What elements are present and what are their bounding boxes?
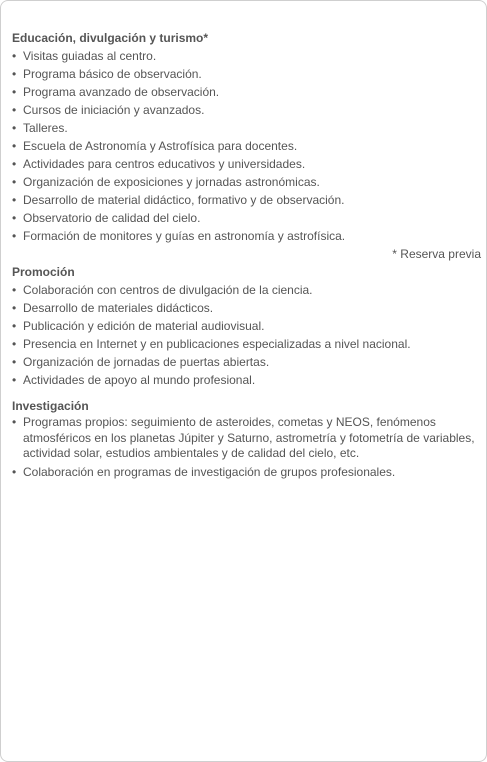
- list-item: • Colaboración con centros de divulgación de la ciencia.: [12, 283, 313, 297]
- bullet-icon: •: [12, 301, 17, 315]
- bullet-icon: •: [12, 193, 17, 207]
- section-heading: Educación, divulgación y turismo*: [12, 31, 209, 45]
- bullet-icon: •: [12, 103, 17, 117]
- research-list: [12, 415, 475, 480]
- bullet-icon: •: [12, 415, 17, 429]
- section-heading: Promoción: [12, 265, 75, 279]
- reservation-note: * Reserva previa: [392, 247, 481, 261]
- bullet-icon: •: [12, 175, 17, 189]
- list-item: • Talleres.: [12, 121, 68, 135]
- list-item: • Programas propios: seguimiento de asteroides, cometas y NEOS, fenómenos atmosféricos en los planetas Júpiter y Saturno, astrometría y fotometría de variables, actividad solar, estudios ambientales y de calidad del cielo, etc.: [12, 415, 475, 460]
- bullet-icon: •: [12, 85, 17, 99]
- list-item: • Formación de monitores y guías en astronomía y astrofísica.: [12, 229, 346, 243]
- bullet-icon: •: [12, 139, 17, 153]
- list-item: • Presencia en Internet y en publicaciones especializadas a nivel nacional.: [12, 337, 411, 351]
- section-promotion: [12, 263, 475, 389]
- section-spacer: [12, 389, 475, 397]
- list-item: • Actividades de apoyo al mundo profesional.: [12, 373, 256, 387]
- list-item: • Organización de exposiciones y jornadas astronómicas.: [12, 175, 320, 189]
- bullet-icon: •: [12, 211, 17, 225]
- bullet-icon: •: [12, 49, 17, 63]
- bullet-icon: •: [12, 355, 17, 369]
- list-item: • Programa avanzado de observación.: [12, 85, 220, 99]
- bullet-icon: •: [12, 464, 17, 479]
- bullet-icon: •: [12, 319, 17, 333]
- list-item: • Programa básico de observación.: [12, 67, 202, 81]
- bullet-icon: •: [12, 283, 17, 297]
- list-item: • Publicación y edición de material audiovisual.: [12, 319, 265, 333]
- promotion-list: [12, 281, 475, 389]
- education-list: [12, 47, 475, 245]
- bullet-icon: •: [12, 67, 17, 81]
- list-item: • Observatorio de calidad del cielo.: [12, 211, 201, 225]
- bullet-icon: •: [12, 373, 17, 387]
- list-item: • Actividades para centros educativos y universidades.: [12, 157, 306, 171]
- list-item: • Visitas guiadas al centro.: [12, 49, 157, 63]
- bullet-icon: •: [12, 229, 17, 243]
- section-heading: Investigación: [12, 399, 89, 413]
- list-item: • Organización de jornadas de puertas abiertas.: [12, 355, 270, 369]
- bullet-icon: •: [12, 337, 17, 351]
- list-item: • Desarrollo de materiales didácticos.: [12, 301, 214, 315]
- bullet-icon: •: [12, 157, 17, 171]
- list-item: • Desarrollo de material didáctico, formativo y de observación.: [12, 193, 345, 207]
- content-body: [12, 29, 481, 483]
- section-research: [12, 397, 475, 480]
- list-item: • Escuela de Astronomía y Astrofísica para docentes.: [12, 139, 298, 153]
- bullet-icon: •: [12, 121, 17, 135]
- list-item: • Colaboración en programas de investigación de grupos profesionales.: [12, 464, 396, 479]
- section-education: [12, 29, 481, 263]
- list-item: • Cursos de iniciación y avanzados.: [12, 103, 205, 117]
